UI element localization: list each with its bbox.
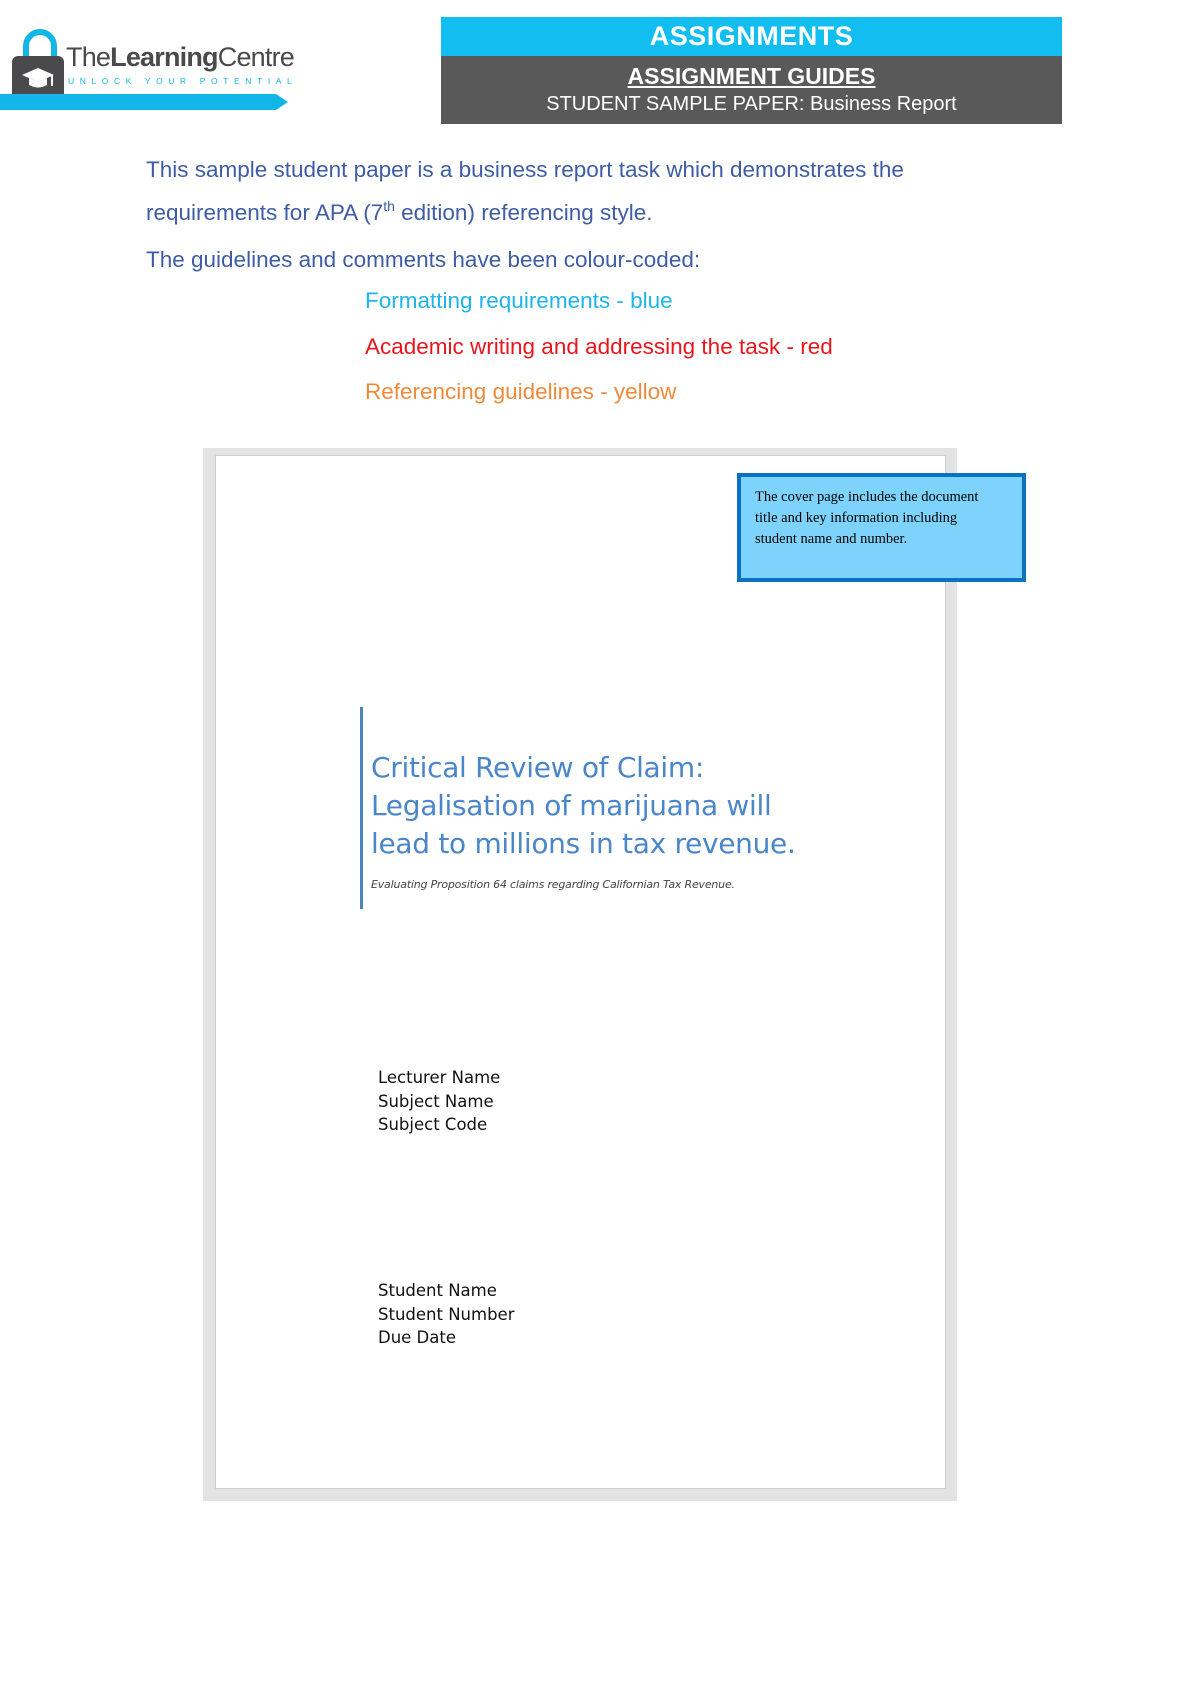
header-subtitle: STUDENT SAMPLE PAPER: Business Report	[546, 93, 957, 115]
colour-legend	[365, 278, 833, 415]
intro-text	[146, 148, 1046, 281]
cover-subtitle: Evaluating Proposition 64 claims regarding Californian Tax Revenue.	[371, 878, 735, 891]
logo-wordmark: TheLearningCentre	[66, 42, 294, 72]
logo-tagline: UNLOCK YOUR POTENTIAL	[68, 76, 298, 86]
legend-academic: Academic writing and addressing the task - red	[365, 333, 833, 359]
due-date: Due Date	[378, 1328, 456, 1347]
learning-centre-logo	[0, 22, 298, 118]
cover-page-callout	[737, 473, 1026, 582]
cover-title-line-2: Legalisation of marijuana will	[371, 789, 772, 822]
student-name: Student Name	[378, 1281, 497, 1300]
legend-formatting: Formatting requirements - blue	[365, 288, 673, 313]
page-header	[441, 17, 1062, 124]
intro-line-2: requirements for APA (7th edition) referencing style.	[146, 198, 653, 225]
header-guides-title: ASSIGNMENT GUIDES	[627, 63, 876, 89]
intro-line-3: The guidelines and comments have been colour-coded:	[146, 247, 701, 272]
legend-referencing: Referencing guidelines - yellow	[365, 379, 677, 404]
lecturer-name: Lecturer Name	[378, 1068, 501, 1087]
logo-underline-bar	[0, 92, 290, 112]
cover-page-sheet	[215, 455, 946, 1489]
subject-name: Subject Name	[378, 1091, 494, 1111]
student-info-block	[378, 1279, 514, 1350]
lecturer-info-block	[378, 1066, 500, 1137]
subject-code: Subject Code	[378, 1115, 488, 1134]
title-accent-rule	[360, 707, 363, 909]
cover-title	[371, 749, 831, 863]
header-guide-banner	[441, 56, 1062, 124]
padlock-graduation-cap-icon	[10, 28, 66, 100]
header-section-title: ASSIGNMENTS	[441, 17, 1062, 56]
cover-title-line-3: lead to millions in tax revenue.	[371, 827, 796, 860]
intro-line-1: This sample student paper is a business report task which demonstrates the	[146, 157, 904, 182]
student-number: Student Number	[378, 1304, 515, 1324]
callout-text: The cover page includes the document title and key information including student name and number.	[755, 489, 979, 547]
cover-title-line-1: Critical Review of Claim:	[371, 751, 704, 784]
